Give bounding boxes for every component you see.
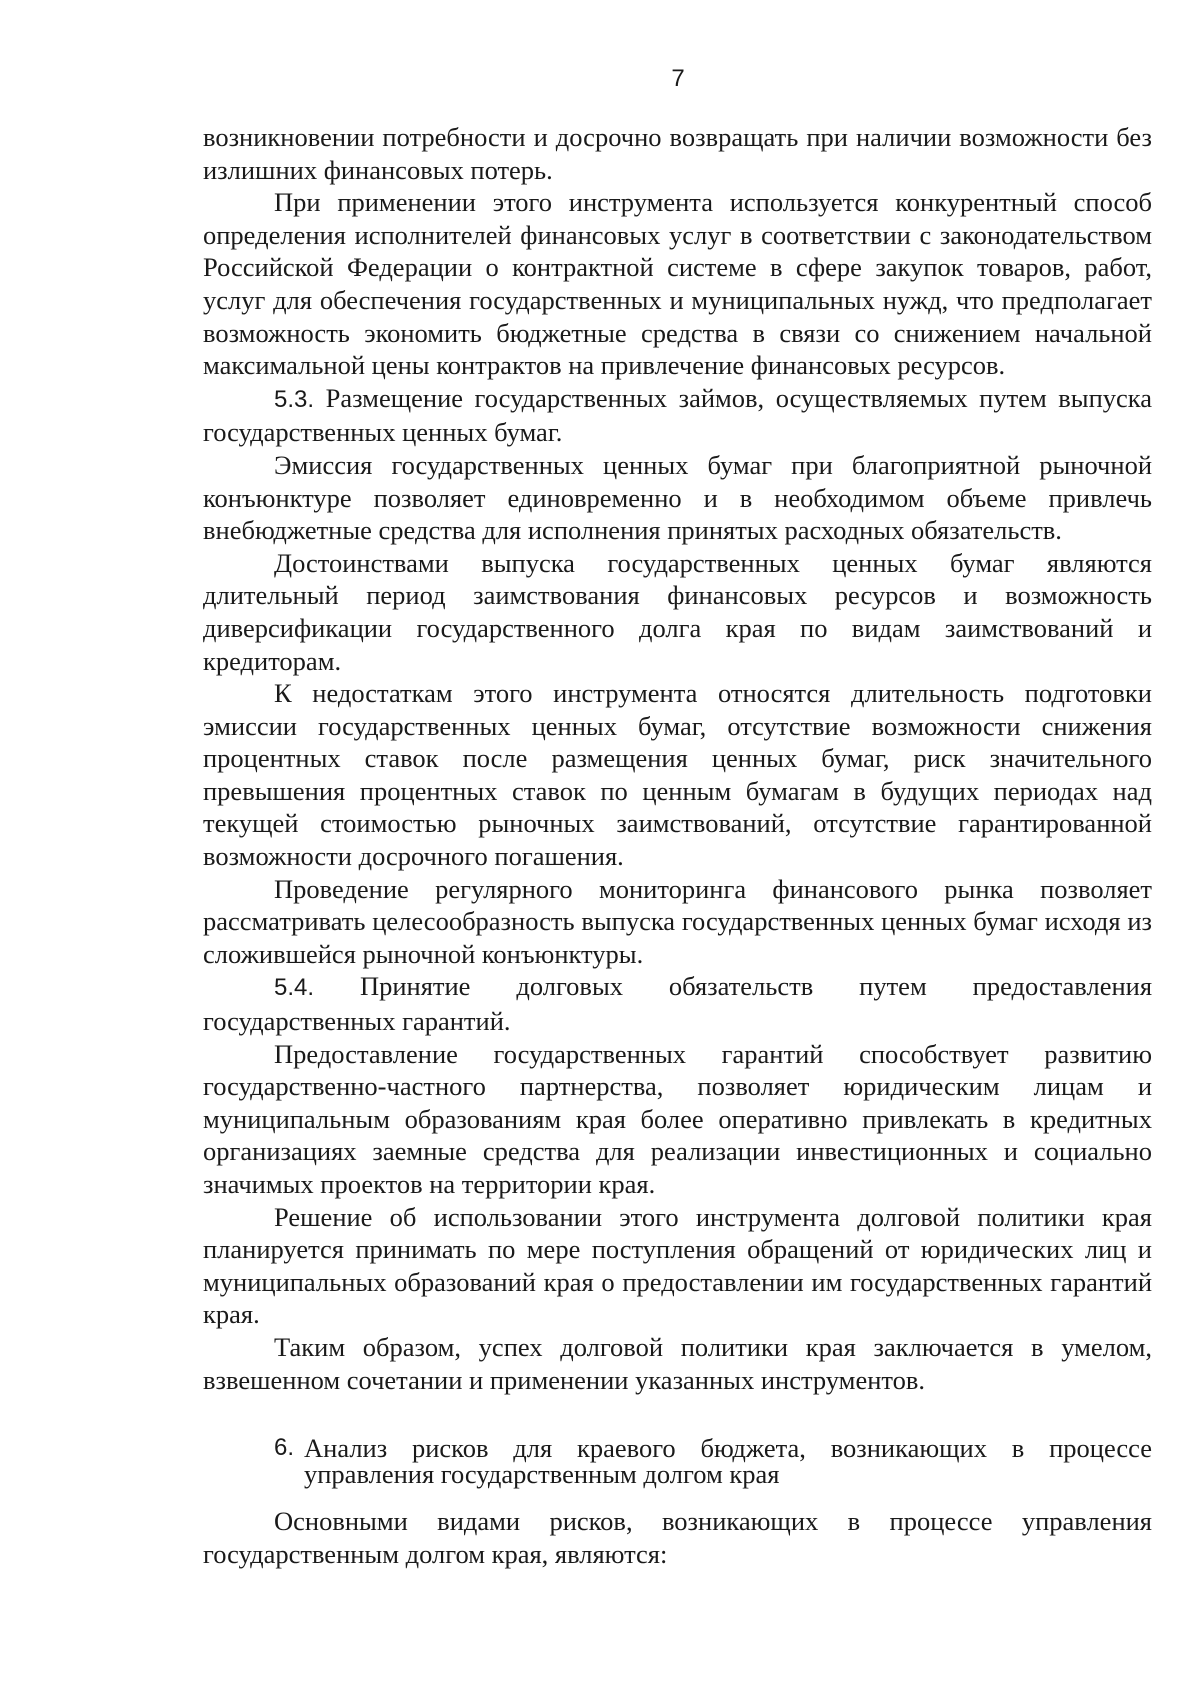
paragraph: Достоинствами выпуска государственных ценных бумаг являются длительный период заимствования финансовых ресурсов и возможность диверсификации государственного долга края по видам заимствований и кредиторам.	[203, 547, 1152, 676]
paragraph-number: 5.3.	[274, 385, 315, 413]
section-title: Анализ рисков для краевого бюджета, возникающих в процессе управления государственным долгом края	[304, 1433, 1152, 1490]
paragraph-text: Размещение государственных займов, осуществляемых путем выпуска государственных ценных бумаг.	[203, 382, 1153, 448]
paragraph: Эмиссия государственных ценных бумаг при благоприятной рыночной конъюнктуре позволяет единовременно и в необходимом объеме привлечь внебюджетные средства для исполнения принятых расходных обязательств.	[203, 449, 1152, 546]
paragraph-number: 5.4.	[274, 974, 315, 1002]
section-heading	[203, 1433, 1152, 1490]
paragraph: возникновении потребности и досрочно возвращать при наличии возможности без излишних финансовых потерь.	[203, 122, 1152, 185]
section-number: 6.	[274, 1434, 295, 1462]
paragraph-text: Принятие долговых обязательств путем предоставления государственных гарантий.	[203, 971, 1153, 1037]
paragraph: Предоставление государственных гарантий способствует развитию государственно-частного партнерства, позволяет юридическим лицам и муниципальным образованиям края более оперативно привлекать в кредитных организациях заемные средства для реализации инвестиционных и социально значимых проектов на территории края.	[203, 1038, 1152, 1199]
page-number: 7	[671, 65, 685, 92]
numbered-paragraph	[203, 382, 1152, 449]
document-body	[203, 121, 1152, 1570]
paragraph: Таким образом, успех долговой политики края заключается в умелом, взвешенном сочетании и применении указанных инструментов.	[203, 1331, 1152, 1395]
numbered-paragraph	[203, 970, 1152, 1037]
paragraph: Решение об использовании этого инструмента долговой политики края планируется принимать по мере поступления обращений от юридических лиц и муниципальных образований края о предоставлении им государственных гарантий края.	[203, 1201, 1152, 1330]
paragraph: Проведение регулярного мониторинга финансового рынка позволяет рассматривать целесообразность выпуска государственных ценных бумаг исходя из сложившейся рыночной конъюнктуры.	[203, 873, 1152, 969]
paragraph: Основными видами рисков, возникающих в процессе управления государственным долгом края, являются:	[203, 1506, 1152, 1569]
paragraph: К недостаткам этого инструмента относятся длительность подготовки эмиссии государственных ценных бумаг, отсутствие возможности снижения процентных ставок после размещения ценных бумаг, риск значительного превышения процентных ставок по ценным бумагам в будущих периодах над текущей стоимостью рыночных заимствований, отсутствие гарантированной возможности досрочного погашения.	[203, 678, 1152, 872]
paragraph: При применении этого инструмента используется конкурентный способ определения исполнителей финансовых услуг в соответствии с законодательством Российской Федерации о контрактной системе в сфере закупок товаров, работ, услуг для обеспечения государственных и муниципальных нужд, что предполагает возможность экономить бюджетные средства в связи со снижением начальной максимальной цены контрактов на привлечение финансовых ресурсов.	[203, 187, 1152, 381]
